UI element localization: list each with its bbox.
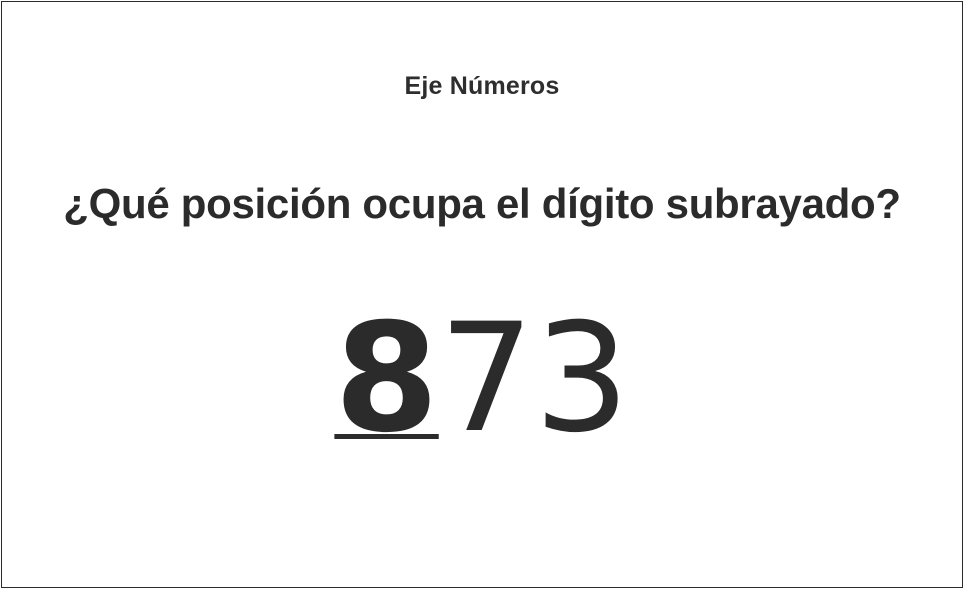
digit-tens: 7 [438,292,535,466]
digit-hundreds-underlined: 8 [334,292,439,466]
question-text: ¿Qué posición ocupa el dígito subrayado? [63,180,901,227]
number-display [2,292,962,466]
axis-label: Eje Números [404,72,560,100]
digit-units: 3 [534,292,630,466]
exercise-card [1,1,963,588]
